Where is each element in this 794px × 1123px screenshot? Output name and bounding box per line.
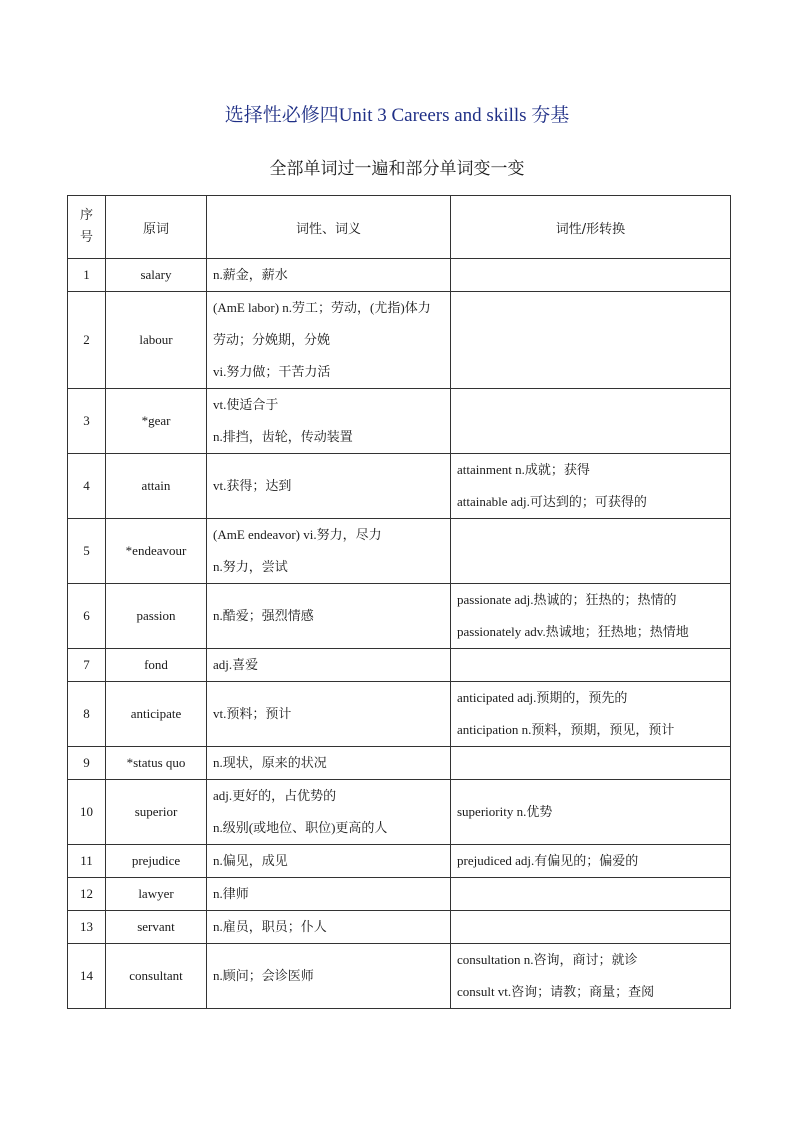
- row-index: 10: [68, 780, 106, 845]
- row-conversion: [451, 944, 731, 1009]
- table-row: [68, 780, 731, 845]
- row-definition: [207, 292, 451, 389]
- conversion-line: superiority n.优势: [457, 804, 553, 819]
- row-word: anticipate: [106, 682, 207, 747]
- header-index-line1: 序: [79, 208, 93, 223]
- definition-line: vt.预料；预计: [213, 706, 292, 721]
- conversion-line: passionate adj.热诚的；狂热的；热情的: [457, 592, 677, 607]
- header-definition: 词性、词义: [207, 196, 451, 259]
- row-word: servant: [106, 911, 207, 944]
- row-index: 8: [68, 682, 106, 747]
- definition-line: n.排挡，齿轮，传动装置: [213, 429, 353, 444]
- row-index: 3: [68, 389, 106, 454]
- table-row: [68, 878, 731, 911]
- row-conversion: [451, 259, 731, 292]
- row-definition: [207, 911, 451, 944]
- header-word: 原词: [106, 196, 207, 259]
- row-word: consultant: [106, 944, 207, 1009]
- definition-line: n.顾问；会诊医师: [213, 968, 314, 983]
- row-definition: [207, 944, 451, 1009]
- row-word: lawyer: [106, 878, 207, 911]
- row-definition: [207, 584, 451, 649]
- row-word: attain: [106, 454, 207, 519]
- definition-line: n.酷爱；强烈情感: [213, 608, 314, 623]
- table-row: [68, 584, 731, 649]
- row-word: salary: [106, 259, 207, 292]
- row-index: 11: [68, 845, 106, 878]
- row-word: superior: [106, 780, 207, 845]
- row-index: 14: [68, 944, 106, 1009]
- table-body: [68, 259, 731, 1009]
- definition-line: n.薪金，薪水: [213, 267, 288, 282]
- definition-line: vt.使适合于: [213, 397, 279, 412]
- row-index: 13: [68, 911, 106, 944]
- row-definition: [207, 780, 451, 845]
- row-definition: [207, 747, 451, 780]
- definition-line: n.偏见，成见: [213, 853, 288, 868]
- definition-line: adj.更好的，占优势的: [213, 788, 337, 803]
- row-definition: [207, 649, 451, 682]
- row-definition: [207, 454, 451, 519]
- header-index-line2: 号: [79, 230, 93, 245]
- row-conversion: [451, 911, 731, 944]
- definition-line: n.律师: [213, 886, 249, 901]
- header-index: [68, 196, 106, 259]
- row-conversion: [451, 649, 731, 682]
- row-word: *gear: [106, 389, 207, 454]
- table-row: [68, 911, 731, 944]
- row-conversion: [451, 584, 731, 649]
- definition-line: vt.获得；达到: [213, 478, 292, 493]
- row-index: 1: [68, 259, 106, 292]
- table-row: [68, 389, 731, 454]
- row-definition: [207, 845, 451, 878]
- conversion-line: attainable adj.可达到的；可获得的: [457, 494, 647, 509]
- table-row: [68, 519, 731, 584]
- document-title: 选择性必修四Unit 3 Careers and skills 夯基: [224, 105, 570, 126]
- definition-line: adj.喜爱: [213, 657, 259, 672]
- definition-line: n.现状，原来的状况: [213, 755, 327, 770]
- row-index: 9: [68, 747, 106, 780]
- row-index: 4: [68, 454, 106, 519]
- table-row: [68, 682, 731, 747]
- row-definition: [207, 878, 451, 911]
- table-header-row: [68, 196, 731, 259]
- row-conversion: [451, 878, 731, 911]
- row-word: *status quo: [106, 747, 207, 780]
- table-row: [68, 747, 731, 780]
- row-index: 12: [68, 878, 106, 911]
- row-conversion: [451, 682, 731, 747]
- conversion-line: passionately adv.热诚地；狂热地；热情地: [457, 624, 689, 639]
- row-word: labour: [106, 292, 207, 389]
- table-row: [68, 845, 731, 878]
- vocabulary-table: [67, 195, 731, 1009]
- row-index: 7: [68, 649, 106, 682]
- header-conversion: 词性/形转换: [451, 196, 731, 259]
- row-word: prejudice: [106, 845, 207, 878]
- table-row: [68, 649, 731, 682]
- conversion-line: anticipation n.预料，预期，预见，预计: [457, 722, 675, 737]
- conversion-line: prejudiced adj.有偏见的；偏爱的: [457, 853, 639, 868]
- definition-line: 劳动；分娩期，分娩: [213, 332, 331, 347]
- row-index: 6: [68, 584, 106, 649]
- definition-line: (AmE labor) n.劳工；劳动，(尤指)体力: [213, 300, 431, 315]
- row-conversion: [451, 747, 731, 780]
- row-index: 5: [68, 519, 106, 584]
- definition-line: vi.努力做；干苦力活: [213, 364, 331, 379]
- row-definition: [207, 259, 451, 292]
- row-word: fond: [106, 649, 207, 682]
- definition-line: n.努力，尝试: [213, 559, 288, 574]
- row-definition: [207, 519, 451, 584]
- table-row: [68, 454, 731, 519]
- table-row: [68, 292, 731, 389]
- definition-line: n.级别(或地位、职位)更高的人: [213, 820, 388, 835]
- row-definition: [207, 682, 451, 747]
- definition-line: n.雇员，职员；仆人: [213, 919, 327, 934]
- row-conversion: [451, 845, 731, 878]
- row-conversion: [451, 519, 731, 584]
- row-word: passion: [106, 584, 207, 649]
- definition-line: (AmE endeavor) vi.努力，尽力: [213, 527, 382, 542]
- row-conversion: [451, 454, 731, 519]
- document-subtitle: 全部单词过一遍和部分单词变一变: [269, 159, 525, 179]
- row-index: 2: [68, 292, 106, 389]
- row-conversion: [451, 389, 731, 454]
- conversion-line: consultation n.咨询，商讨；就诊: [457, 952, 638, 967]
- table-row: [68, 259, 731, 292]
- row-word: *endeavour: [106, 519, 207, 584]
- row-conversion: [451, 780, 731, 845]
- conversion-line: consult vt.咨询；请教；商量；查阅: [457, 984, 655, 999]
- conversion-line: attainment n.成就；获得: [457, 462, 590, 477]
- row-definition: [207, 389, 451, 454]
- table-row: [68, 944, 731, 1009]
- row-conversion: [451, 292, 731, 389]
- conversion-line: anticipated adj.预期的，预先的: [457, 690, 628, 705]
